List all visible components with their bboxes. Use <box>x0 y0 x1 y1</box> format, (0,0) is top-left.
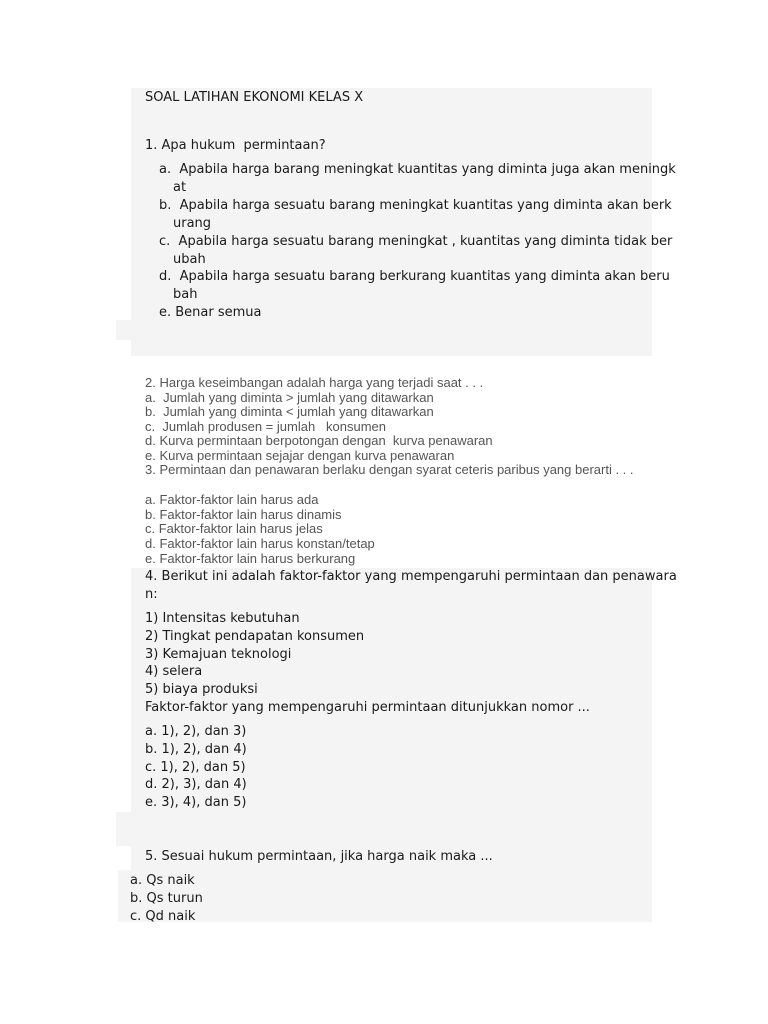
question-3-option: b. Faktor-faktor lain harus dinamis <box>145 507 342 522</box>
shade-block-q1-tab <box>116 320 132 340</box>
question-3: 3. Permintaan dan penawaran berlaku dengan syarat ceteris paribus yang berarti . . . <box>145 462 634 477</box>
question-1-line: bah <box>173 287 198 302</box>
question-2-option: c. Jumlah produsen = jumlah konsumen <box>145 419 386 434</box>
question-1-line: e. Benar semua <box>159 305 262 320</box>
question-4-item: 2) Tingkat pendapatan konsumen <box>145 629 365 644</box>
question-2: 2. Harga keseimbangan adalah harga yang terjadi saat . . . <box>145 375 484 390</box>
question-2-option: a. Jumlah yang diminta > jumlah yang ditawarkan <box>145 390 434 405</box>
question-1-line: at <box>173 180 187 195</box>
question-5-option: b. Qs turun <box>130 891 203 906</box>
question-3-option: d. Faktor-faktor lain harus konstan/tetap <box>145 536 375 551</box>
question-1-line: b. Apabila harga sesuatu barang meningkat kuantitas yang diminta akan berk <box>159 198 672 213</box>
question-1-line: a. Apabila harga barang meningkat kuantitas yang diminta juga akan meningk <box>159 162 676 177</box>
question-5-option: c. Qd naik <box>130 909 196 924</box>
question-5: 5. Sesuai hukum permintaan, jika harga naik maka ... <box>145 849 493 864</box>
question-1-line: urang <box>173 216 212 231</box>
question-3-option: e. Faktor-faktor lain harus berkurang <box>145 551 356 566</box>
question-4-option: b. 1), 2), dan 4) <box>145 742 247 757</box>
page-title: SOAL LATIHAN EKONOMI KELAS X <box>145 90 364 105</box>
question-4-item: 5) biaya produksi <box>145 682 258 697</box>
shade-block-q4-tab <box>116 812 132 846</box>
question-2-option: b. Jumlah yang diminta < jumlah yang ditawarkan <box>145 404 434 419</box>
question-4-item: 4) selera <box>145 664 203 679</box>
question-4-prompt: Faktor-faktor yang mempengaruhi permintaan ditunjukkan nomor ... <box>145 700 590 715</box>
question-4-option: a. 1), 2), dan 3) <box>145 724 247 739</box>
question-3-option: a. Faktor-faktor lain harus ada <box>145 492 319 507</box>
question-2-option: d. Kurva permintaan berpotongan dengan kurva penawaran <box>145 433 493 448</box>
question-1-line: c. Apabila harga sesuatu barang meningkat , kuantitas yang diminta tidak ber <box>159 234 673 249</box>
question-2-option: e. Kurva permintaan sejajar dengan kurva penawaran <box>145 448 455 463</box>
question-4: 4. Berikut ini adalah faktor-faktor yang mempengaruhi permintaan dan penawara <box>145 569 677 584</box>
question-4-option: e. 3), 4), dan 5) <box>145 795 247 810</box>
question-3-option: c. Faktor-faktor lain harus jelas <box>145 521 323 536</box>
question-1: 1. Apa hukum permintaan? <box>145 138 326 153</box>
question-4-item: 3) Kemajuan teknologi <box>145 647 292 662</box>
question-4-option: d. 2), 3), dan 4) <box>145 777 247 792</box>
question-5-option: a. Qs naik <box>130 873 195 888</box>
question-1-line: d. Apabila harga sesuatu barang berkurang kuantitas yang diminta akan beru <box>159 269 670 284</box>
question-1-line: ubah <box>173 252 206 267</box>
question-4-option: c. 1), 2), dan 5) <box>145 760 246 775</box>
question-4-item: 1) Intensitas kebutuhan <box>145 611 300 626</box>
question-4-continued: n: <box>145 587 158 602</box>
